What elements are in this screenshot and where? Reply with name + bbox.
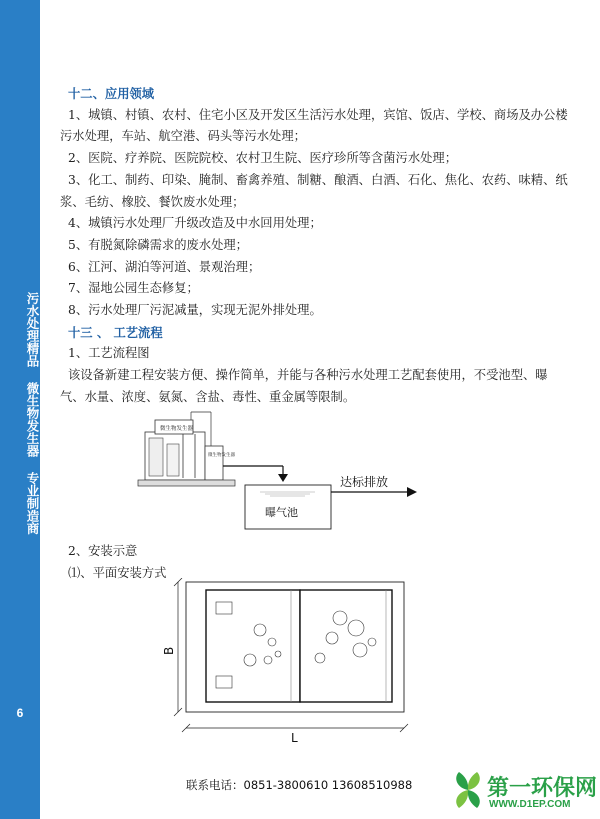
section-12-item-2: 2、医院、疗养院、医院院校、农村卫生院、医疗珍所等含菌污水处理； — [68, 151, 458, 166]
section-13-sub2: 2、安装示意 — [68, 544, 138, 558]
sidebar — [0, 0, 40, 819]
section-13-heading: 十三 、 工艺流程 — [68, 324, 163, 340]
leaf-logo-icon — [449, 770, 487, 810]
discharge-label: 达标排放 — [340, 475, 389, 489]
dimension-l-label: L — [291, 731, 298, 745]
footer-contact: 联系电话：0851-3800610 13608510988 — [186, 778, 413, 792]
section-12-item-8: 8、污水处理厂污泥减量，实现无泥外排处理。 — [68, 303, 322, 318]
section-12-item-4: 4、城镇污水处理厂升级改造及中水回用处理； — [68, 216, 322, 231]
sidebar-slogan: 污水处理精品 微生物发生器 专业制造商 — [25, 292, 40, 535]
section-13-sub1: 1、工艺流程图 — [68, 346, 150, 361]
main-content — [60, 83, 570, 409]
section-13-sub2a: ⑴、平面安装方式 — [68, 566, 167, 580]
section-12-heading: 十二、应用领域 — [68, 86, 155, 101]
device-label: 微生物发生器 — [160, 426, 194, 432]
page-number: 6 — [16, 706, 24, 720]
section-12-item-6: 6、江河、湖泊等河道、景观治理； — [68, 259, 261, 274]
section-12-item-3: 3、化工、制药、印染、腌制、畜禽养殖、制糖、酿酒、白酒、石化、焦化、农药、味精、纸浆、毛纺、橡胶、餐饮废水处理； — [60, 172, 568, 209]
flow-diagram — [135, 410, 425, 540]
arrow-down-icon — [278, 474, 288, 482]
section-12-item-1: 1、城镇、村镇、农村、住宅小区及开发区生活污水处理，宾馆、饭店、学校、商场及办公楼污水处理，车站、航空港、码头等污水处理； — [60, 107, 568, 144]
logo-name: 第一环保网 — [487, 776, 598, 801]
site-logo[interactable] — [449, 770, 598, 814]
arrow-right-icon — [407, 487, 417, 497]
section-13-paragraph: 该设备新建工程安装方便、操作简单，并能与各种污水处理工艺配套使用，不受池型、曝气、水量、浓度、氨氮、含盐、毒性、重金属等限制。 — [60, 368, 548, 404]
dimension-b-label: B — [162, 646, 176, 655]
tank-label: 微生物发生器 — [208, 453, 235, 458]
section-12-item-5: 5、有脱氮除磷需求的废水处理； — [68, 237, 248, 252]
section-12-item-7: 7、湿地公园生态修复； — [68, 281, 199, 296]
plan-installation-diagram — [160, 578, 420, 748]
aeration-pool-label: 曝气池 — [265, 506, 298, 519]
logo-url: WWW.D1EP.COM — [489, 799, 571, 810]
